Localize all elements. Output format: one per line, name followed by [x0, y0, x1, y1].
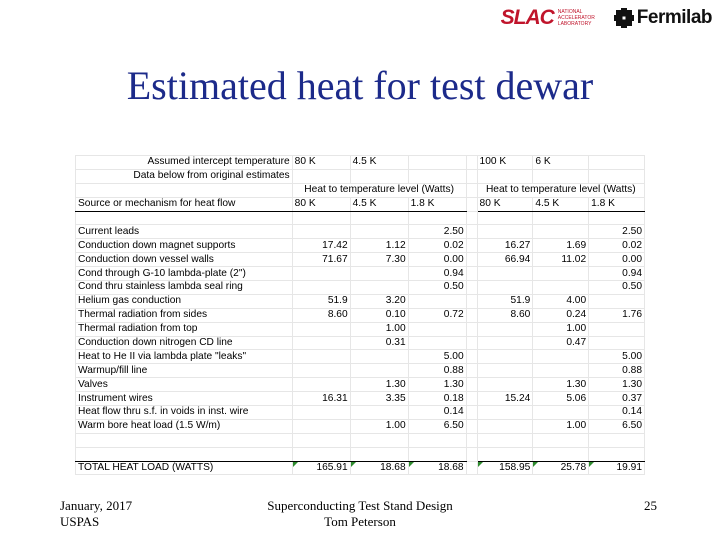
col-right-80k: 80 K: [477, 197, 533, 211]
heat-row-left-val: [292, 350, 350, 364]
heat-row-right-val: [533, 364, 589, 378]
total-row-value-text: 158.95: [499, 462, 531, 474]
heat-row-left-val: [292, 322, 350, 336]
logo-bar: [501, 6, 712, 30]
heat-row-left-val: 6.50: [408, 419, 466, 433]
assumed-right-6k: 6 K: [533, 156, 589, 170]
heat-row-right-val: [477, 350, 533, 364]
heat-row-label: Cond through G-10 lambda-plate (2"): [76, 267, 293, 281]
heat-row-right-val: [589, 294, 645, 308]
heat-row: [76, 350, 645, 364]
page-number: 25: [644, 498, 657, 513]
heat-row-right-val: [477, 378, 533, 392]
heat-row-left-val: 5.00: [408, 350, 466, 364]
heat-row-right-val: [477, 281, 533, 295]
assumed-temp-row: [76, 156, 645, 170]
comment-marker: [293, 462, 298, 467]
heat-row: [76, 294, 645, 308]
heat-row-left-val: [350, 267, 408, 281]
heat-row-left-val: [408, 336, 466, 350]
column-header-row: [76, 197, 645, 211]
heat-row-right-val: [589, 336, 645, 350]
total-row: [76, 461, 645, 475]
col-right-1k: 1.8 K: [589, 197, 645, 211]
heat-row-label: Warmup/fill line: [76, 364, 293, 378]
heat-row-right-val: 11.02: [533, 253, 589, 267]
heat-row-right-val: [477, 419, 533, 433]
heat-row-right-val: 51.9: [477, 294, 533, 308]
heat-row-right-val: [589, 322, 645, 336]
heat-row-right-val: 1.00: [533, 322, 589, 336]
data-below-label: Data below from original estimates: [76, 169, 293, 183]
heat-row-left-val: [408, 322, 466, 336]
heat-row: [76, 253, 645, 267]
heat-row-right-val: 8.60: [477, 308, 533, 322]
heat-row-left-val: 0.72: [408, 308, 466, 322]
heat-row-left-val: 1.00: [350, 322, 408, 336]
heat-row-label: Conduction down nitrogen CD line: [76, 336, 293, 350]
heat-row-label: Conduction down magnet supports: [76, 239, 293, 253]
col-left-80k: 80 K: [292, 197, 350, 211]
heat-row-right-val: [533, 225, 589, 239]
heat-row-right-val: 0.14: [589, 406, 645, 420]
comment-marker: [409, 462, 414, 467]
heat-table: [75, 155, 645, 475]
total-row-value-text: 18.68: [380, 462, 406, 474]
total-row-value-text: 19.91: [616, 462, 642, 474]
heat-row-left-val: 16.31: [292, 392, 350, 406]
heat-row-right-val: [477, 225, 533, 239]
heat-row-label: Helium gas conduction: [76, 294, 293, 308]
heat-header-left: Heat to temperature level (Watts): [292, 183, 466, 197]
total-row-left-val: [292, 461, 350, 475]
heat-row-left-val: 0.14: [408, 406, 466, 420]
heat-row-right-val: 0.47: [533, 336, 589, 350]
heat-row-right-val: [533, 281, 589, 295]
footer-date: January, 2017: [60, 498, 133, 513]
blank-row: [76, 447, 645, 461]
heat-row-right-val: [477, 336, 533, 350]
heat-row-right-val: 0.02: [589, 239, 645, 253]
heat-row-right-val: 1.00: [533, 419, 589, 433]
total-row-right-val: [533, 461, 589, 475]
total-row-value-text: 18.68: [438, 462, 464, 474]
fermilab-logo: [614, 7, 712, 29]
heat-row-left-val: [292, 364, 350, 378]
heat-row-left-val: [292, 378, 350, 392]
total-row-left-val: [408, 461, 466, 475]
heat-row: [76, 239, 645, 253]
assumed-temp-label: Assumed intercept temperature: [76, 156, 293, 170]
slide-title: Estimated heat for test dewar: [126, 63, 594, 108]
heat-row-label: Heat flow thru s.f. in voids in inst. wire: [76, 406, 293, 420]
heat-row-right-val: 5.00: [589, 350, 645, 364]
heat-row-label: Current leads: [76, 225, 293, 239]
heat-row-label: Warm bore heat load (1.5 W/m): [76, 419, 293, 433]
heat-row: [76, 281, 645, 295]
heat-row-left-val: 8.60: [292, 308, 350, 322]
heat-row-left-val: 0.00: [408, 253, 466, 267]
heat-row: [76, 225, 645, 239]
heat-row: [76, 308, 645, 322]
heat-row-right-val: [477, 267, 533, 281]
heat-row-left-val: [350, 364, 408, 378]
footer-left: [60, 498, 132, 530]
assumed-left-4k: 4.5 K: [350, 156, 408, 170]
heat-row-right-val: [477, 322, 533, 336]
heat-row-left-val: 1.12: [350, 239, 408, 253]
footer-course: USPAS: [60, 514, 100, 529]
heat-header-right: Heat to temperature level (Watts): [477, 183, 644, 197]
heat-row-right-val: [477, 406, 533, 420]
total-row-value-text: 25.78: [560, 462, 587, 474]
heat-row-left-val: [408, 294, 466, 308]
heat-row-left-val: [292, 225, 350, 239]
heat-row-right-val: 1.76: [589, 308, 645, 322]
heat-estimate-spreadsheet: [75, 155, 645, 475]
total-row-right-val: [589, 461, 645, 475]
heat-row-left-val: [292, 406, 350, 420]
heat-row-left-val: 3.20: [350, 294, 408, 308]
slac-logo: [501, 6, 606, 30]
heat-row-left-val: 0.10: [350, 308, 408, 322]
slac-logo-subtitle: NATIONAL ACCELERATOR LABORATORY: [557, 9, 595, 27]
total-row-left-val: [350, 461, 408, 475]
heat-row-right-val: 0.50: [589, 281, 645, 295]
footer-author: Tom Peterson: [324, 514, 396, 529]
assumed-right-100k: 100 K: [477, 156, 533, 170]
heat-row-label: Thermal radiation from top: [76, 322, 293, 336]
data-below-row: [76, 169, 645, 183]
heat-row-left-val: 17.42: [292, 239, 350, 253]
heat-row-right-val: 0.88: [589, 364, 645, 378]
assumed-left-80k: 80 K: [292, 156, 350, 170]
heat-row: [76, 267, 645, 281]
col-right-4k: 4.5 K: [533, 197, 589, 211]
heat-row-left-val: 1.30: [408, 378, 466, 392]
heat-row-left-val: 0.50: [408, 281, 466, 295]
heat-row-left-val: 2.50: [408, 225, 466, 239]
heat-row-right-val: 1.30: [533, 378, 589, 392]
heat-row-left-val: 1.30: [350, 378, 408, 392]
heat-row-left-val: [292, 336, 350, 350]
heat-row: [76, 406, 645, 420]
total-row-value-text: 165.91: [316, 462, 348, 474]
comment-marker: [589, 462, 594, 467]
heat-row-right-val: 66.94: [477, 253, 533, 267]
comment-marker: [478, 462, 483, 467]
heat-row: [76, 378, 645, 392]
heat-row-left-val: [350, 406, 408, 420]
heat-row-left-val: [292, 267, 350, 281]
heat-row-label: Heat to He II via lambda plate "leaks": [76, 350, 293, 364]
heat-row-left-val: 71.67: [292, 253, 350, 267]
heat-row: [76, 392, 645, 406]
heat-row-right-val: 0.37: [589, 392, 645, 406]
heat-row: [76, 364, 645, 378]
heat-row: [76, 322, 645, 336]
col-left-1k: 1.8 K: [408, 197, 466, 211]
heat-row-left-val: [350, 350, 408, 364]
heat-row-left-val: 7.30: [350, 253, 408, 267]
heat-row-left-val: [350, 225, 408, 239]
heat-row-right-val: 0.24: [533, 308, 589, 322]
total-row-right-val: [477, 461, 533, 475]
heat-row-left-val: [292, 419, 350, 433]
fermilab-logo-text: Fermilab: [636, 7, 712, 28]
heat-row-right-val: 1.69: [533, 239, 589, 253]
heat-row-right-val: 4.00: [533, 294, 589, 308]
heat-table-body: [76, 156, 645, 475]
heat-row-right-val: [533, 267, 589, 281]
heat-row-right-val: 0.00: [589, 253, 645, 267]
total-row-label: TOTAL HEAT LOAD (WATTS): [76, 461, 293, 475]
heat-row-right-val: 15.24: [477, 392, 533, 406]
heat-row-left-val: 0.94: [408, 267, 466, 281]
spacer-row: [76, 211, 645, 225]
heat-row-left-val: 0.88: [408, 364, 466, 378]
heat-row-right-val: [533, 406, 589, 420]
slac-logo-text: SLAC: [500, 6, 554, 29]
heat-row-label: Valves: [76, 378, 293, 392]
comment-marker: [351, 462, 356, 467]
heat-row-right-val: 1.30: [589, 378, 645, 392]
heat-row-left-val: [350, 281, 408, 295]
heat-row-left-val: 0.02: [408, 239, 466, 253]
heat-row-right-val: [533, 350, 589, 364]
heat-row-left-val: [292, 281, 350, 295]
heat-row-right-val: 5.06: [533, 392, 589, 406]
heat-row-left-val: 0.31: [350, 336, 408, 350]
heat-row-left-val: 1.00: [350, 419, 408, 433]
heat-row-left-val: 3.35: [350, 392, 408, 406]
footer-center: [210, 498, 510, 530]
comment-marker: [533, 462, 538, 467]
heat-row-right-val: 2.50: [589, 225, 645, 239]
fermilab-mark-icon: [614, 8, 634, 28]
footer-talk-title: Superconducting Test Stand Design: [267, 498, 453, 513]
heat-row-right-val: 0.94: [589, 267, 645, 281]
source-header: Source or mechanism for heat flow: [76, 197, 293, 211]
heat-row-right-val: 16.27: [477, 239, 533, 253]
heat-row-label: Instrument wires: [76, 392, 293, 406]
col-left-4k: 4.5 K: [350, 197, 408, 211]
heat-row-label: Thermal radiation from sides: [76, 308, 293, 322]
heat-row-left-val: 0.18: [408, 392, 466, 406]
heat-header-row: [76, 183, 645, 197]
heat-row-label: Cond thru stainless lambda seal ring: [76, 281, 293, 295]
heat-row-label: Conduction down vessel walls: [76, 253, 293, 267]
heat-row: [76, 336, 645, 350]
heat-row-right-val: 6.50: [589, 419, 645, 433]
heat-row-left-val: 51.9: [292, 294, 350, 308]
blank-row: [76, 433, 645, 447]
heat-row: [76, 419, 645, 433]
heat-row-right-val: [477, 364, 533, 378]
